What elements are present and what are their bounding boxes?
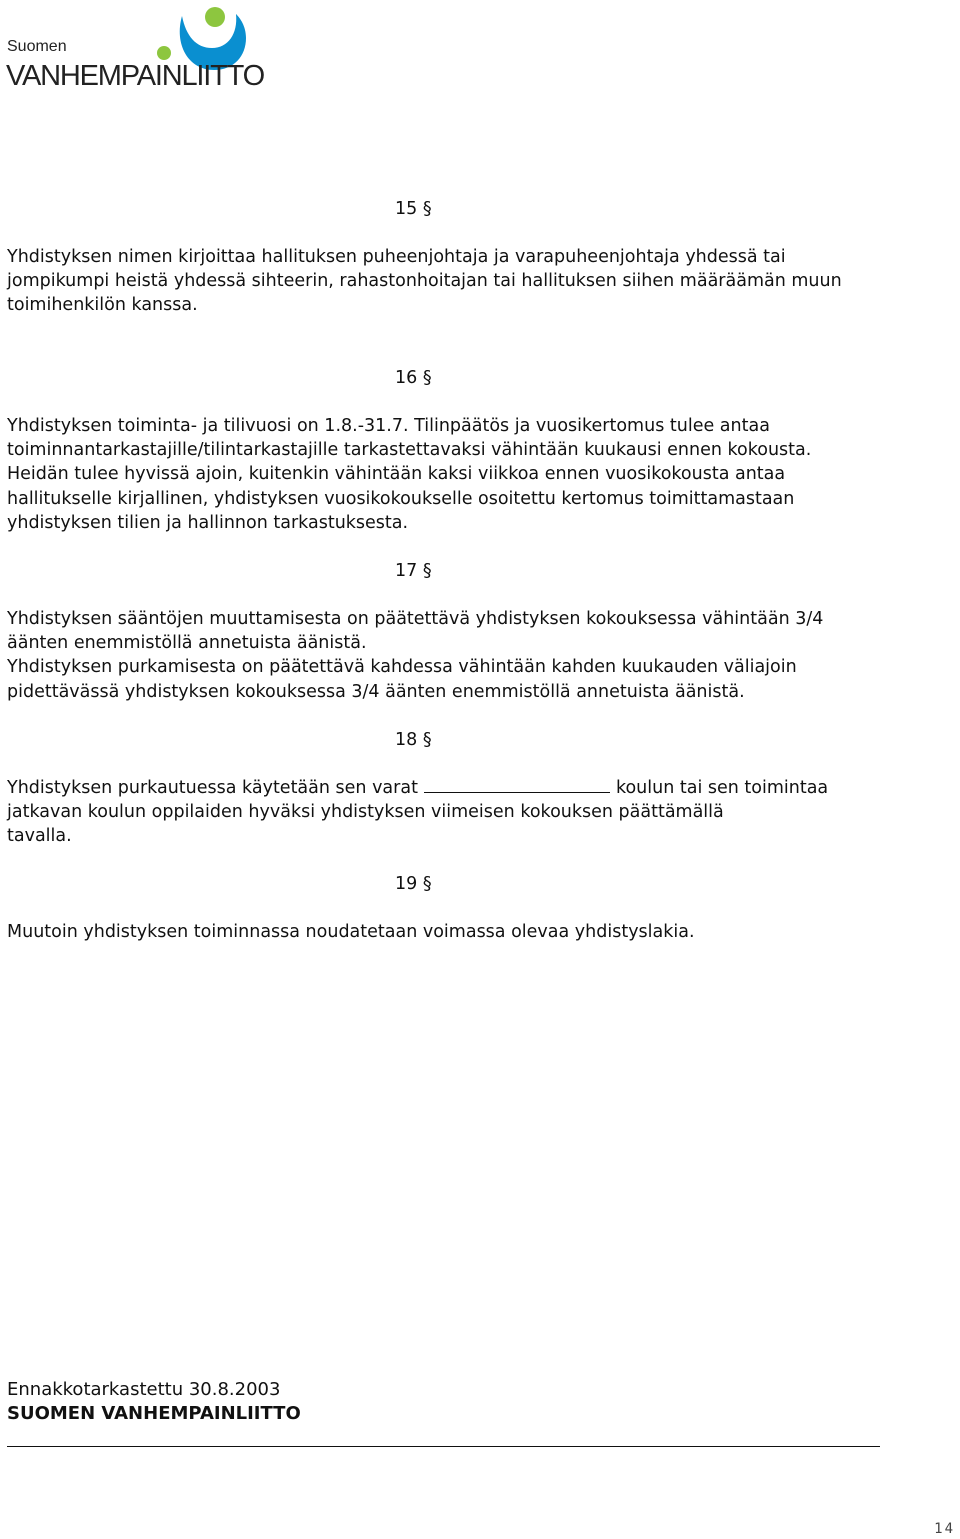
text-line: Yhdistyksen nimen kirjoittaa hallituksen puheenjohtaja ja varapuheenjohtaja yhdessä tai	[7, 247, 786, 267]
text-line: hallitukselle kirjallinen, yhdistyksen vuosikokoukselle osoitettu kertomus toimittamastaan	[7, 488, 795, 509]
organization-name: SUOMEN VANHEMPAINLIITTO	[7, 1403, 301, 1424]
text-line: toimihenkilön kanssa.	[7, 295, 198, 316]
section-heading-19: 19 §	[395, 874, 432, 894]
text-line: Yhdistyksen sääntöjen muuttamisesta on päätettävä yhdistyksen kokouksessa vähintään 3/4	[7, 609, 824, 629]
section-15-text	[7, 245, 957, 318]
page-number: 14	[934, 1521, 955, 1537]
text-line-with-blank	[7, 776, 957, 800]
section-19-text	[7, 920, 957, 944]
text-line: äänten enemmistöllä annetuista äänistä.	[7, 633, 367, 654]
text-line: jatkavan koulun oppilaiden hyväksi yhdistyksen viimeisen kokouksen päättämällä	[7, 802, 724, 823]
logo-text-suomen: Suomen	[7, 38, 67, 55]
fill-in-blank	[424, 780, 610, 793]
text-before-blank: Yhdistyksen purkautuessa käytetään sen varat	[7, 778, 418, 798]
section-17-text	[7, 607, 957, 704]
text-line: Muutoin yhdistyksen toiminnassa noudatetaan voimassa olevaa yhdistyslakia.	[7, 922, 695, 942]
section-16-text	[7, 414, 957, 535]
text-line: jompikumpi heistä yhdessä sihteerin, rahastonhoitajan tai hallituksen siihen määräämän muun	[7, 271, 842, 292]
section-heading-18: 18 §	[395, 730, 432, 750]
section-18-text	[7, 776, 957, 849]
text-line: Yhdistyksen purkamisesta on päätettävä kahdessa vähintään kahden kuukauden väliajoin	[7, 657, 797, 678]
section-heading-17: 17 §	[395, 561, 432, 581]
organization-logo	[6, 4, 264, 96]
section-heading-15: 15 §	[395, 199, 432, 219]
text-line: pidettävässä yhdistyksen kokouksessa 3/4 äänten enemmistöllä annetuista äänistä.	[7, 681, 745, 702]
text-line: yhdistyksen tilien ja hallinnon tarkastuksesta.	[7, 512, 409, 533]
pre-check-date: Ennakkotarkastettu 30.8.2003	[7, 1379, 281, 1400]
text-after-blank: koulun tai sen toimintaa	[615, 778, 829, 798]
text-line: Yhdistyksen toiminta- ja tilivuosi on 1.8.-31.7. Tilinpäätös ja vuosikertomus tulee antaa	[7, 416, 770, 436]
text-line: Heidän tulee hyvissä ajoin, kuitenkin vähintään kaksi viikkoa ennen vuosikokousta antaa	[7, 464, 786, 485]
text-line: toiminnantarkastajille/tilintarkastajille tarkastettavaksi vähintään kuukausi ennen kokousta.	[7, 440, 812, 461]
section-heading-16: 16 §	[395, 368, 432, 388]
text-line: tavalla.	[7, 826, 72, 847]
signature-line	[7, 1446, 880, 1447]
logo-text-vanhempainliitto: VANHEMPAINLIITTO	[6, 60, 264, 92]
